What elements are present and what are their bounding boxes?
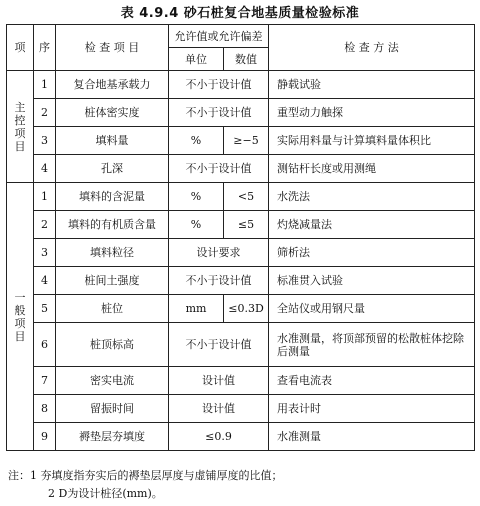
row-no: 2	[34, 211, 56, 239]
row-method: 筛析法	[269, 239, 475, 267]
row-item: 桩位	[56, 295, 169, 323]
note-label: 注：	[8, 469, 30, 482]
table-title: 表 4.9.4 砂石桩复合地基质量检验标准	[120, 6, 360, 21]
row-method: 水洗法	[269, 183, 475, 211]
table-row	[7, 127, 475, 155]
row-no: 7	[34, 367, 56, 395]
row-method: 实际用料量与计算填料量体积比	[269, 127, 475, 155]
row-value: ≥−5	[224, 127, 269, 155]
table-row	[7, 323, 475, 367]
note-1-text: 1 夯填度指夯实后的褥垫层厚度与虚铺厚度的比值；	[30, 469, 283, 482]
table-row	[7, 183, 475, 211]
row-value: ≤5	[224, 211, 269, 239]
row-unit: %	[169, 127, 224, 155]
row-no: 2	[34, 99, 56, 127]
row-allowance: 不小于设计值	[169, 155, 269, 183]
row-no: 9	[34, 423, 56, 451]
header-method: 检 查 方 法	[269, 25, 475, 71]
row-method: 水准测量，将顶部预留的松散桩体挖除后测量	[269, 323, 475, 367]
row-allowance: 不小于设计值	[169, 99, 269, 127]
row-no: 5	[34, 295, 56, 323]
table-row	[7, 267, 475, 295]
row-no: 8	[34, 395, 56, 423]
row-allowance: 不小于设计值	[169, 267, 269, 295]
table-row	[7, 395, 475, 423]
row-item: 填料量	[56, 127, 169, 155]
row-unit: %	[169, 183, 224, 211]
header-item: 项	[7, 25, 34, 71]
header-check-item: 检 查 项 目	[56, 25, 169, 71]
row-item: 复合地基承载力	[56, 71, 169, 99]
note-2: 2 D为设计桩径(mm)。	[48, 487, 163, 500]
row-allowance: 设计要求	[169, 239, 269, 267]
row-allowance: 不小于设计值	[169, 71, 269, 99]
header-row	[7, 25, 475, 48]
row-no: 4	[34, 267, 56, 295]
note-1	[8, 467, 283, 485]
row-item: 桩顶标高	[56, 323, 169, 367]
table-row	[7, 295, 475, 323]
row-allowance: 不小于设计值	[169, 323, 269, 367]
table-row	[7, 367, 475, 395]
row-item: 留振时间	[56, 395, 169, 423]
table-row	[7, 211, 475, 239]
header-allowance: 允许值或允许偏差	[169, 25, 269, 48]
row-no: 3	[34, 127, 56, 155]
row-no: 4	[34, 155, 56, 183]
row-item: 褥垫层夯填度	[56, 423, 169, 451]
row-no: 1	[34, 71, 56, 99]
group-label-main: 主 控 项 目	[7, 71, 34, 183]
row-allowance: 设计值	[169, 367, 269, 395]
row-method: 重型动力触探	[269, 99, 475, 127]
row-unit: mm	[169, 295, 224, 323]
row-item: 桩体密实度	[56, 99, 169, 127]
row-allowance: 设计值	[169, 395, 269, 423]
row-item: 填料的含泥量	[56, 183, 169, 211]
table-notes	[8, 467, 283, 503]
row-item: 桩间土强度	[56, 267, 169, 295]
row-method: 灼烧减量法	[269, 211, 475, 239]
row-unit: %	[169, 211, 224, 239]
row-no: 3	[34, 239, 56, 267]
table-row	[7, 155, 475, 183]
header-value: 数值	[224, 48, 269, 71]
row-method: 查看电流表	[269, 367, 475, 395]
header-unit: 单位	[169, 48, 224, 71]
row-method: 测钻杆长度或用测绳	[269, 155, 475, 183]
row-method: 标准贯入试验	[269, 267, 475, 295]
row-value: ≤0.3D	[224, 295, 269, 323]
quality-standard-table	[6, 24, 475, 451]
row-item: 填料粒径	[56, 239, 169, 267]
table-row	[7, 71, 475, 99]
table-row	[7, 99, 475, 127]
row-method: 水准测量	[269, 423, 475, 451]
row-item: 孔深	[56, 155, 169, 183]
row-item: 密实电流	[56, 367, 169, 395]
table-row	[7, 239, 475, 267]
row-no: 1	[34, 183, 56, 211]
row-value: <5	[224, 183, 269, 211]
row-no: 6	[34, 323, 56, 367]
table-row	[7, 423, 475, 451]
row-method: 静载试验	[269, 71, 475, 99]
group-label-general: 一 般 项 目	[7, 183, 34, 451]
row-method: 用表计时	[269, 395, 475, 423]
row-item: 填料的有机质含量	[56, 211, 169, 239]
row-allowance: ≤0.9	[169, 423, 269, 451]
row-method: 全站仪或用钢尺量	[269, 295, 475, 323]
header-no: 序	[34, 25, 56, 71]
